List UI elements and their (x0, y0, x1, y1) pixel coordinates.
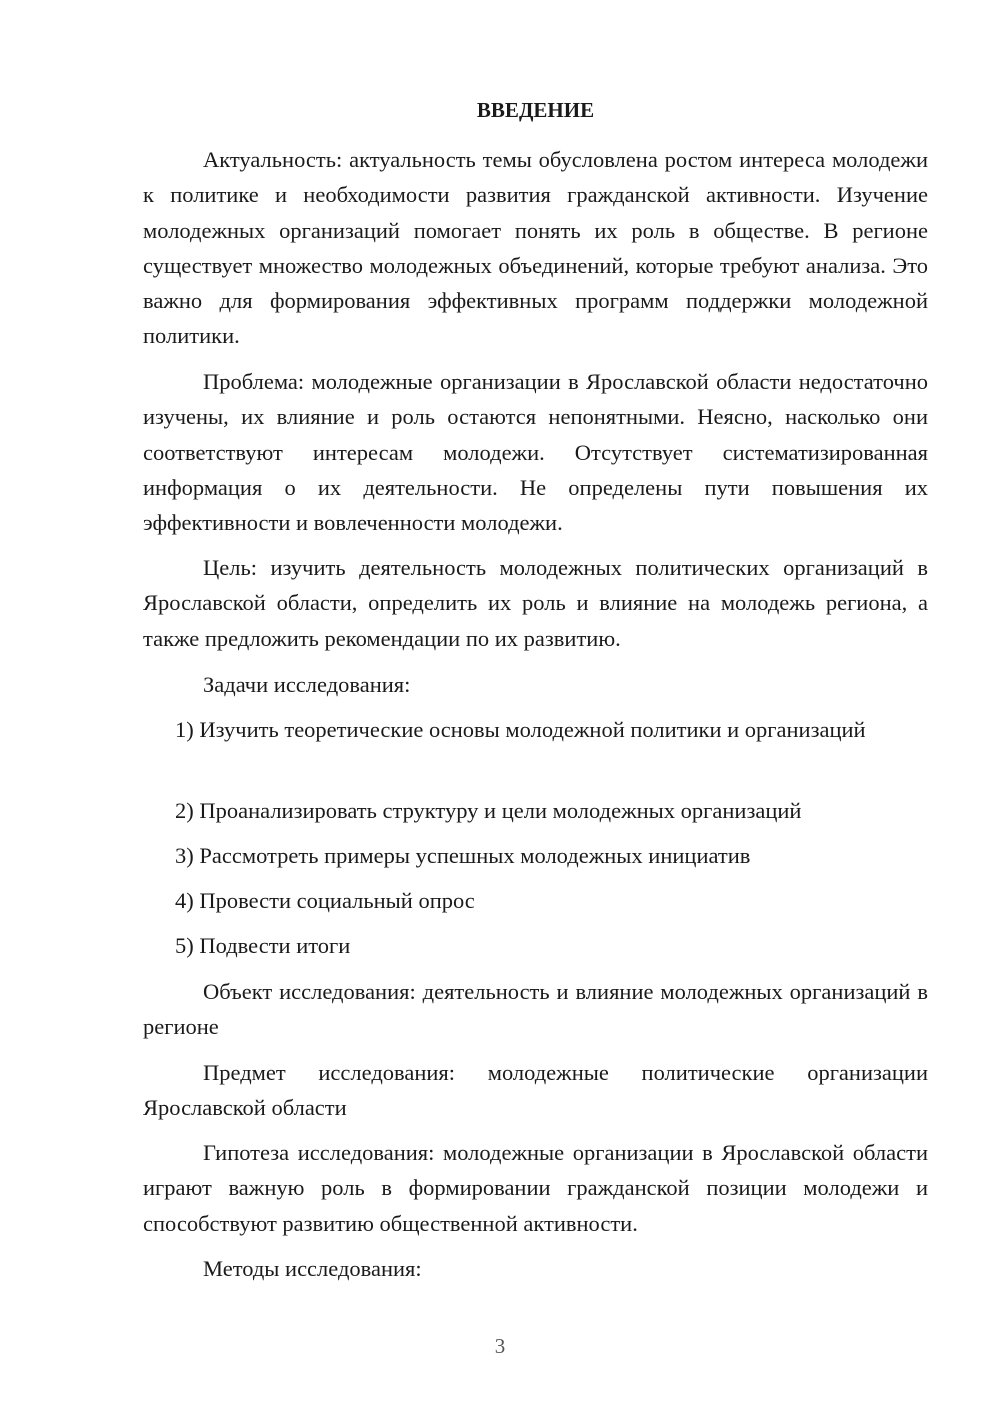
subject-paragraph: Предмет исследования: молодежные политические организации Ярославской области (143, 1060, 928, 1121)
relevance-paragraph: Актуальность: актуальность темы обусловлена ростом интереса молодежи к политике и необходимости развития гражданской активности. Изучение молодежных организаций помогает понять их роль в обществе. В регионе существует множество молодежных объединений, которые требуют анализа. Это важно для формирования эффективных программ поддержки молодежной политики. (143, 147, 928, 349)
hypothesis-paragraph: Гипотеза исследования: молодежные организации в Ярославской области играют важную роль в формировании гражданской позиции молодежи и способствуют развитию общественной активности. (143, 1140, 928, 1236)
page-number: 3 (494, 1334, 506, 1358)
tasks-heading: Задачи исследования: (203, 672, 411, 697)
task-list-item: 3) Рассмотреть примеры успешных молодежных инициатив (175, 843, 751, 868)
object-paragraph: Объект исследования: деятельность и влияние молодежных организаций в регионе (143, 979, 928, 1040)
task-list-item: 5) Подвести итоги (175, 933, 351, 958)
task-list-item: 4) Провести социальный опрос (175, 888, 475, 913)
page-title: ВВЕДЕНИЕ (476, 98, 595, 122)
task-list-item: 2) Проанализировать структуру и цели молодежных организаций (175, 798, 802, 823)
problem-paragraph: Проблема: молодежные организации в Ярославской области недостаточно изучены, их влияние и роль остаются непонятными. Неясно, насколько они соответствуют интересам молодежи. Отсутствует систематизированная информация о их деятельности. Не определены пути повышения их эффективности и вовлеченности молодежи. (143, 369, 928, 536)
goal-paragraph: Цель: изучить деятельность молодежных политических организаций в Ярославской области, определить их роль и влияние на молодежь региона, а также предложить рекомендации по их развитию. (143, 555, 928, 651)
task-list-item: 1) Изучить теоретические основы молодежной политики и организаций (175, 717, 866, 742)
methods-heading: Методы исследования: (203, 1256, 422, 1281)
